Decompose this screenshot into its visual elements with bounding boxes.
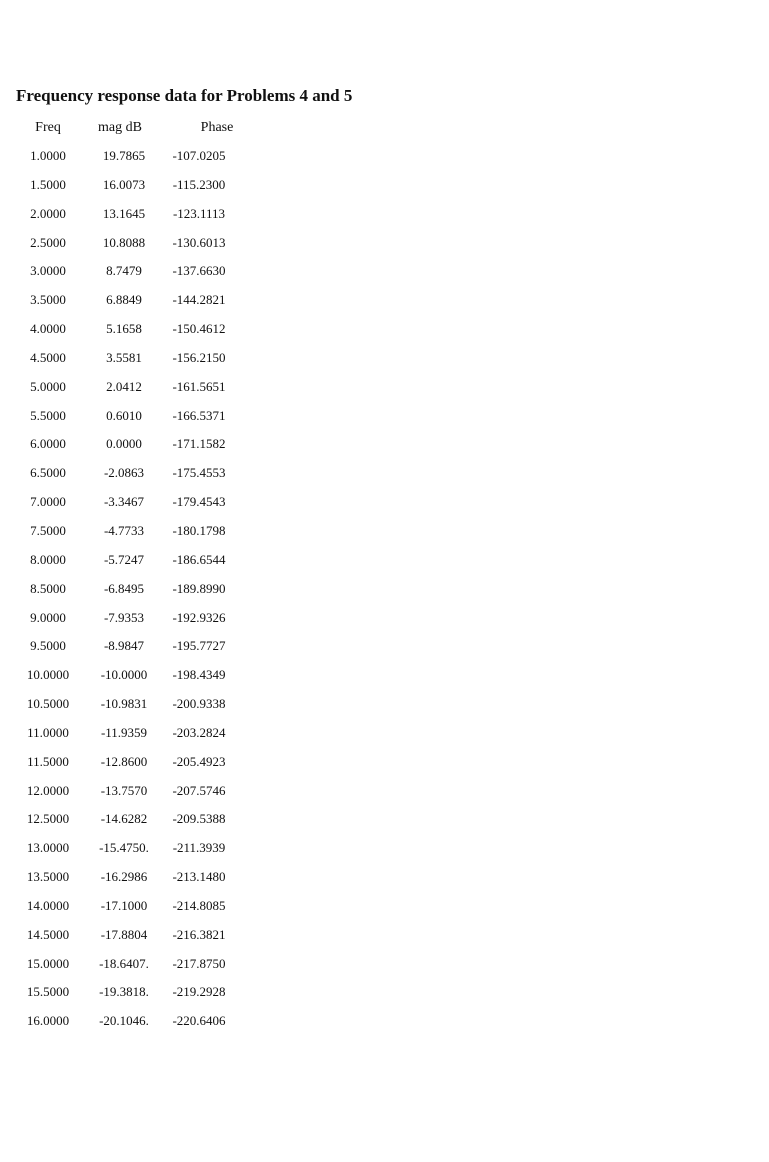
phase-cell: -161.5651 bbox=[172, 378, 226, 394]
table-row bbox=[0, 319, 300, 348]
mag-db-cell: -13.7570 bbox=[100, 782, 148, 798]
mag-db-cell: -18.6407. bbox=[99, 955, 149, 971]
freq-cell: 13.0000 bbox=[26, 840, 70, 856]
table-row bbox=[0, 809, 300, 838]
table-row bbox=[0, 261, 300, 290]
phase-cell: -207.5746 bbox=[172, 782, 226, 798]
phase-cell: -179.4543 bbox=[172, 494, 226, 510]
phase-cell: -123.1113 bbox=[172, 205, 226, 221]
freq-cell: 4.0000 bbox=[30, 321, 66, 337]
phase-cell: -216.3821 bbox=[172, 926, 226, 942]
freq-cell: 15.5000 bbox=[26, 984, 70, 1000]
mag-db-cell: -16.2986 bbox=[100, 869, 148, 885]
column-header-freq: Freq bbox=[35, 120, 61, 135]
phase-cell: -115.2300 bbox=[172, 176, 226, 192]
freq-cell: 14.0000 bbox=[26, 897, 70, 913]
phase-cell: -209.5388 bbox=[172, 811, 226, 827]
phase-cell: -171.1582 bbox=[172, 436, 226, 452]
table-row bbox=[0, 204, 300, 233]
mag-db-cell: -12.8600 bbox=[100, 753, 148, 769]
phase-cell: -150.4612 bbox=[172, 321, 226, 337]
table-row bbox=[0, 723, 300, 752]
table-row bbox=[0, 146, 300, 175]
phase-cell: -180.1798 bbox=[172, 522, 226, 538]
mag-db-cell: -7.9353 bbox=[103, 609, 145, 625]
freq-cell: 2.0000 bbox=[30, 205, 66, 221]
mag-db-cell: 19.7865 bbox=[102, 148, 146, 163]
freq-cell: 9.5000 bbox=[30, 638, 66, 654]
mag-db-cell: -3.3467 bbox=[103, 494, 145, 510]
freq-cell: 9.0000 bbox=[30, 609, 66, 625]
phase-cell: -130.6013 bbox=[172, 234, 226, 250]
column-header-phase: Phase bbox=[200, 120, 234, 135]
table-row bbox=[0, 434, 300, 463]
mag-db-cell: -11.9359 bbox=[100, 724, 148, 740]
mag-db-cell: -15.4750. bbox=[99, 840, 149, 856]
phase-cell: -186.6544 bbox=[172, 551, 226, 567]
freq-cell: 7.0000 bbox=[30, 494, 66, 510]
mag-db-cell: 8.7479 bbox=[106, 263, 142, 279]
freq-cell: 11.5000 bbox=[27, 753, 69, 769]
table-row bbox=[0, 233, 300, 262]
table-row bbox=[0, 838, 300, 867]
mag-db-cell: 0.0000 bbox=[106, 436, 142, 452]
table-row bbox=[0, 377, 300, 406]
freq-cell: 5.0000 bbox=[30, 378, 66, 394]
phase-cell: -189.8990 bbox=[172, 580, 226, 596]
phase-cell: -195.7727 bbox=[172, 638, 226, 654]
mag-db-cell: -20.1046. bbox=[99, 1013, 149, 1029]
table-row bbox=[0, 348, 300, 377]
table-row bbox=[0, 290, 300, 319]
mag-db-cell: -17.1000 bbox=[100, 897, 148, 913]
table-row bbox=[0, 896, 300, 925]
freq-cell: 6.5000 bbox=[30, 465, 66, 481]
freq-cell: 11.0000 bbox=[27, 724, 69, 740]
phase-cell: -156.2150 bbox=[172, 349, 226, 365]
mag-db-cell: -19.3818. bbox=[99, 984, 149, 1000]
table-row bbox=[0, 781, 300, 810]
mag-db-cell: 5.1658 bbox=[106, 321, 142, 337]
freq-cell: 12.0000 bbox=[26, 782, 70, 798]
mag-db-cell: 6.8849 bbox=[106, 292, 142, 308]
mag-db-cell: -6.8495 bbox=[103, 580, 145, 596]
table-row bbox=[0, 550, 300, 579]
phase-cell: -144.2821 bbox=[172, 292, 226, 308]
phase-cell: -217.8750 bbox=[172, 955, 226, 971]
freq-cell: 4.5000 bbox=[30, 349, 66, 365]
phase-cell: -166.5371 bbox=[172, 407, 226, 423]
phase-cell: -211.3939 bbox=[172, 840, 226, 856]
mag-db-cell: -2.0863 bbox=[103, 465, 145, 481]
table-row bbox=[0, 463, 300, 492]
freq-cell: 1.0000 bbox=[30, 148, 66, 163]
table-row bbox=[0, 954, 300, 983]
table-row bbox=[0, 925, 300, 954]
phase-cell: -203.2824 bbox=[172, 724, 226, 740]
phase-cell: -219.2928 bbox=[172, 984, 226, 1000]
freq-cell: 8.5000 bbox=[30, 580, 66, 596]
mag-db-cell: -5.7247 bbox=[103, 551, 145, 567]
mag-db-cell: 13.1645 bbox=[102, 205, 146, 221]
freq-cell: 6.0000 bbox=[30, 436, 66, 452]
mag-db-cell: 2.0412 bbox=[106, 378, 142, 394]
phase-cell: -192.9326 bbox=[172, 609, 226, 625]
table-row bbox=[0, 608, 300, 637]
freq-cell: 3.5000 bbox=[30, 292, 66, 308]
phase-cell: -198.4349 bbox=[172, 667, 226, 683]
mag-db-cell: -17.8804 bbox=[100, 926, 148, 942]
column-header-mag-db: mag dB bbox=[98, 120, 142, 135]
mag-db-cell: -4.7733 bbox=[103, 522, 145, 538]
freq-cell: 13.5000 bbox=[26, 869, 70, 885]
mag-db-cell: -14.6282 bbox=[100, 811, 148, 827]
freq-cell: 14.5000 bbox=[26, 926, 70, 942]
table-row bbox=[0, 492, 300, 521]
table-row bbox=[0, 982, 300, 1011]
phase-cell: -214.8085 bbox=[172, 897, 226, 913]
phase-cell: -205.4923 bbox=[172, 753, 226, 769]
table-body bbox=[0, 146, 300, 1040]
table-header-row bbox=[0, 118, 300, 146]
phase-cell: -137.6630 bbox=[172, 263, 226, 279]
freq-cell: 1.5000 bbox=[30, 176, 66, 192]
table-row bbox=[0, 406, 300, 435]
table-row bbox=[0, 1011, 300, 1040]
freq-cell: 5.5000 bbox=[30, 407, 66, 423]
mag-db-cell: -10.9831 bbox=[100, 696, 148, 712]
phase-cell: -200.9338 bbox=[172, 696, 226, 712]
table-row bbox=[0, 521, 300, 550]
table-row bbox=[0, 694, 300, 723]
mag-db-cell: -8.9847 bbox=[103, 638, 145, 654]
table-row bbox=[0, 636, 300, 665]
table-row bbox=[0, 665, 300, 694]
table-row bbox=[0, 579, 300, 608]
frequency-response-table bbox=[0, 118, 300, 1040]
freq-cell: 8.0000 bbox=[30, 551, 66, 567]
table-row bbox=[0, 175, 300, 204]
freq-cell: 16.0000 bbox=[26, 1013, 70, 1029]
freq-cell: 15.0000 bbox=[26, 955, 70, 971]
phase-cell: -213.1480 bbox=[172, 869, 226, 885]
phase-cell: -220.6406 bbox=[172, 1013, 226, 1029]
phase-cell: -107.0205 bbox=[172, 148, 226, 163]
freq-cell: 3.0000 bbox=[30, 263, 66, 279]
table-row bbox=[0, 867, 300, 896]
mag-db-cell: 0.6010 bbox=[106, 407, 142, 423]
freq-cell: 12.5000 bbox=[26, 811, 70, 827]
freq-cell: 10.5000 bbox=[26, 696, 70, 712]
freq-cell: 2.5000 bbox=[30, 234, 66, 250]
page-title: Frequency response data for Problems 4 and 5 bbox=[16, 86, 353, 105]
freq-cell: 10.0000 bbox=[26, 667, 70, 683]
table-row bbox=[0, 752, 300, 781]
mag-db-cell: 10.8088 bbox=[102, 234, 146, 250]
mag-db-cell: -10.0000 bbox=[100, 667, 148, 683]
phase-cell: -175.4553 bbox=[172, 465, 226, 481]
mag-db-cell: 3.5581 bbox=[106, 349, 142, 365]
mag-db-cell: 16.0073 bbox=[102, 176, 146, 192]
freq-cell: 7.5000 bbox=[30, 522, 66, 538]
